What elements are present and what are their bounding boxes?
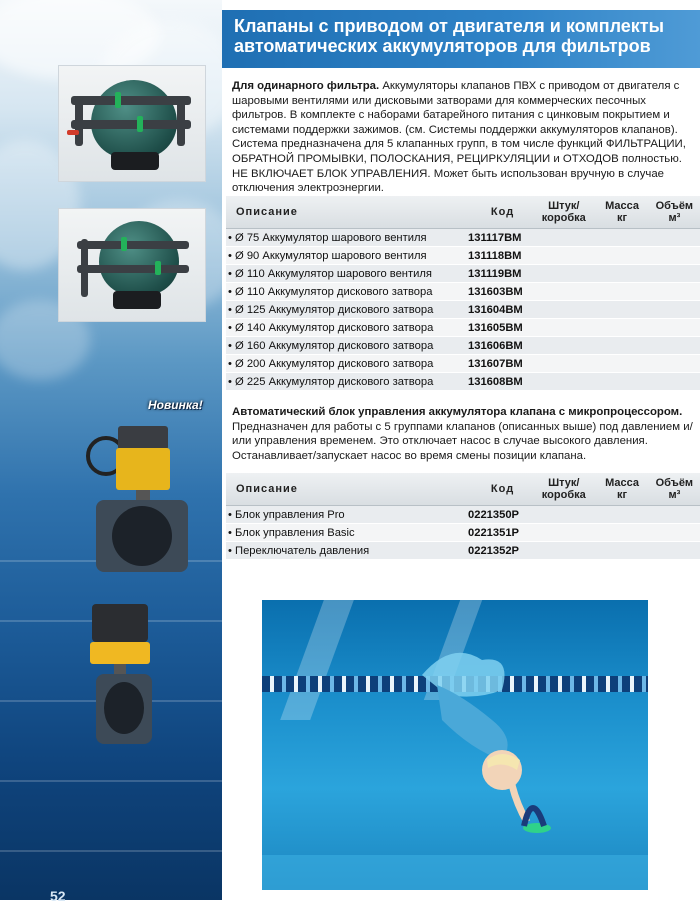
row-code: 0221351P bbox=[468, 526, 520, 539]
row-code: 131117BM bbox=[468, 231, 522, 244]
row-desc: • Переключатель давления bbox=[228, 544, 370, 557]
new-badge: Новинка! bbox=[148, 398, 203, 412]
row-desc: • Ø 125 Аккумулятор дискового затвора bbox=[228, 303, 434, 316]
green-valve bbox=[155, 261, 161, 275]
pipe bbox=[177, 96, 185, 146]
swimmer-legs bbox=[422, 653, 505, 697]
actuator-gearbox bbox=[90, 642, 150, 664]
actuator-gearbox bbox=[116, 448, 170, 490]
pool-photo bbox=[262, 600, 648, 890]
title-line-1: Клапаны с приводом от двигателя и комплекты bbox=[234, 16, 664, 36]
water-streak bbox=[0, 850, 222, 852]
filter-tank bbox=[91, 80, 177, 158]
table-body bbox=[226, 229, 700, 391]
row-desc: • Ø 110 Аккумулятор шарового вентиля bbox=[228, 267, 432, 280]
product-image-actuator-pro bbox=[88, 600, 168, 750]
section2-lead: Автоматический блок управления аккумулятора клапана с микропроцессором. bbox=[232, 406, 683, 418]
section2-description bbox=[232, 405, 696, 463]
section1-lead: Для одинарного фильтра. bbox=[232, 80, 380, 92]
row-code: 131119BM bbox=[468, 267, 522, 280]
row-desc: • Ø 160 Аккумулятор дискового затвора bbox=[228, 339, 434, 352]
tank-base bbox=[113, 291, 161, 309]
actuator-stem bbox=[136, 490, 150, 500]
control-unit-table bbox=[226, 473, 700, 560]
col-desc: Описание bbox=[236, 483, 298, 495]
col-vol bbox=[649, 477, 700, 501]
accumulator-table bbox=[226, 196, 700, 391]
pool-floor bbox=[262, 855, 648, 890]
table-row bbox=[226, 283, 700, 301]
col-vol-line2: м³ bbox=[668, 212, 681, 224]
col-pcs-line1: Штук/ bbox=[548, 477, 580, 489]
row-code: 131604BM bbox=[468, 303, 523, 316]
table-row bbox=[226, 319, 700, 337]
col-mass bbox=[595, 200, 648, 224]
row-code: 0221350P bbox=[468, 508, 520, 521]
page-title bbox=[222, 10, 700, 56]
row-code: 131605BM bbox=[468, 321, 523, 334]
product-image-actuator-basic bbox=[80, 418, 200, 578]
table-header bbox=[226, 196, 700, 229]
table-row bbox=[226, 542, 700, 560]
valve-disc bbox=[104, 682, 144, 734]
row-desc: • Блок управления Basic bbox=[228, 526, 355, 539]
actuator-stem bbox=[114, 664, 126, 674]
table-header bbox=[226, 473, 700, 506]
table-row bbox=[226, 373, 700, 391]
row-desc: • Ø 90 Аккумулятор шарового вентиля bbox=[228, 249, 427, 262]
pipe bbox=[75, 96, 83, 146]
green-valve bbox=[137, 116, 143, 132]
section1-description bbox=[232, 79, 696, 196]
product-image-filter-butterfly-valves bbox=[58, 208, 206, 322]
row-code: 131606BM bbox=[468, 339, 523, 352]
row-code: 131603BM bbox=[468, 285, 523, 298]
pipe bbox=[81, 239, 88, 297]
valve-disc bbox=[112, 506, 172, 566]
title-line-2: автоматических аккумуляторов для фильтров bbox=[234, 36, 651, 56]
col-pcs bbox=[532, 200, 595, 224]
col-vol-line1: Объём bbox=[655, 477, 694, 489]
row-code: 131607BM bbox=[468, 357, 523, 370]
row-desc: • Блок управления Pro bbox=[228, 508, 345, 521]
pipe bbox=[71, 120, 191, 129]
pipe bbox=[71, 96, 191, 105]
pipe bbox=[77, 241, 189, 249]
col-pcs-line2: коробка bbox=[541, 489, 586, 501]
page-number: 52 bbox=[50, 888, 66, 904]
col-pcs-line2: коробка bbox=[541, 212, 586, 224]
table-body bbox=[226, 506, 700, 560]
pipe bbox=[77, 265, 189, 273]
col-vol-line1: Объём bbox=[655, 200, 694, 212]
section1-body: Аккумуляторы клапанов ПВХ с приводом от двигателя с шаровыми вентилями или дисковыми затворами для коммерческих песочных фильтров. В комплекте с наборами батарейного питания с цинковым покрытием и системами поддержки зажимов. (см. Системы поддержки аккумуляторов клапанов). Система предназначена для 5 клапанных групп, в том числе функций ФИЛЬТРАЦИИ, ОБРАТНОЙ ПРОМЫВКИ, ПОЛОСКАНИЯ, РЕЦИРКУЛЯЦИИ и ОТХОДОВ полностью. НЕ ВКЛЮЧАЕТ БЛОК УПРАВЛЕНИЯ. Может быть использован вручную в случае отключения электроэнергии. bbox=[232, 80, 686, 195]
row-desc: • Ø 75 Аккумулятор шарового вентиля bbox=[228, 231, 427, 244]
col-vol bbox=[649, 200, 700, 224]
section2-body: Предназначен для работы с 5 группами клапанов (описанных выше) под давлением и/или управления временем. Это отключает насос в случае высокого давления. Останавливает/запускает насос во время смены позиции клапана. bbox=[232, 420, 693, 462]
actuator-housing bbox=[92, 604, 148, 642]
table-row bbox=[226, 265, 700, 283]
col-code: Код bbox=[490, 483, 515, 495]
col-mass bbox=[595, 477, 648, 501]
table-row bbox=[226, 301, 700, 319]
col-mass-line1: Масса bbox=[605, 200, 639, 212]
green-valve bbox=[115, 92, 121, 108]
product-image-filter-ball-valves bbox=[58, 65, 206, 182]
table-row bbox=[226, 337, 700, 355]
swimmer-illustration bbox=[262, 600, 648, 890]
filter-tank bbox=[99, 221, 179, 295]
col-pcs-line1: Штук/ bbox=[548, 200, 580, 212]
red-handle bbox=[67, 130, 79, 135]
col-mass-line2: кг bbox=[616, 212, 628, 224]
row-desc: • Ø 200 Аккумулятор дискового затвора bbox=[228, 357, 434, 370]
col-desc: Описание bbox=[236, 206, 298, 218]
row-desc: • Ø 225 Аккумулятор дискового затвора bbox=[228, 375, 434, 388]
col-mass-line1: Масса bbox=[605, 477, 639, 489]
tank-base bbox=[111, 152, 159, 170]
table-row bbox=[226, 355, 700, 373]
row-desc: • Ø 110 Аккумулятор дискового затвора bbox=[228, 285, 433, 298]
table-row bbox=[226, 506, 700, 524]
table-row bbox=[226, 524, 700, 542]
row-code: 131118BM bbox=[468, 249, 522, 262]
water-streak bbox=[0, 780, 222, 782]
row-code: 0221352P bbox=[468, 544, 520, 557]
green-valve bbox=[121, 237, 127, 251]
row-desc: • Ø 140 Аккумулятор дискового затвора bbox=[228, 321, 434, 334]
page-header bbox=[222, 10, 700, 68]
col-vol-line2: м³ bbox=[668, 489, 681, 501]
table-row bbox=[226, 229, 700, 247]
col-mass-line2: кг bbox=[616, 489, 628, 501]
col-pcs bbox=[532, 477, 595, 501]
table-row bbox=[226, 247, 700, 265]
actuator-housing bbox=[118, 426, 168, 450]
col-code: Код bbox=[490, 206, 515, 218]
row-code: 131608BM bbox=[468, 375, 523, 388]
